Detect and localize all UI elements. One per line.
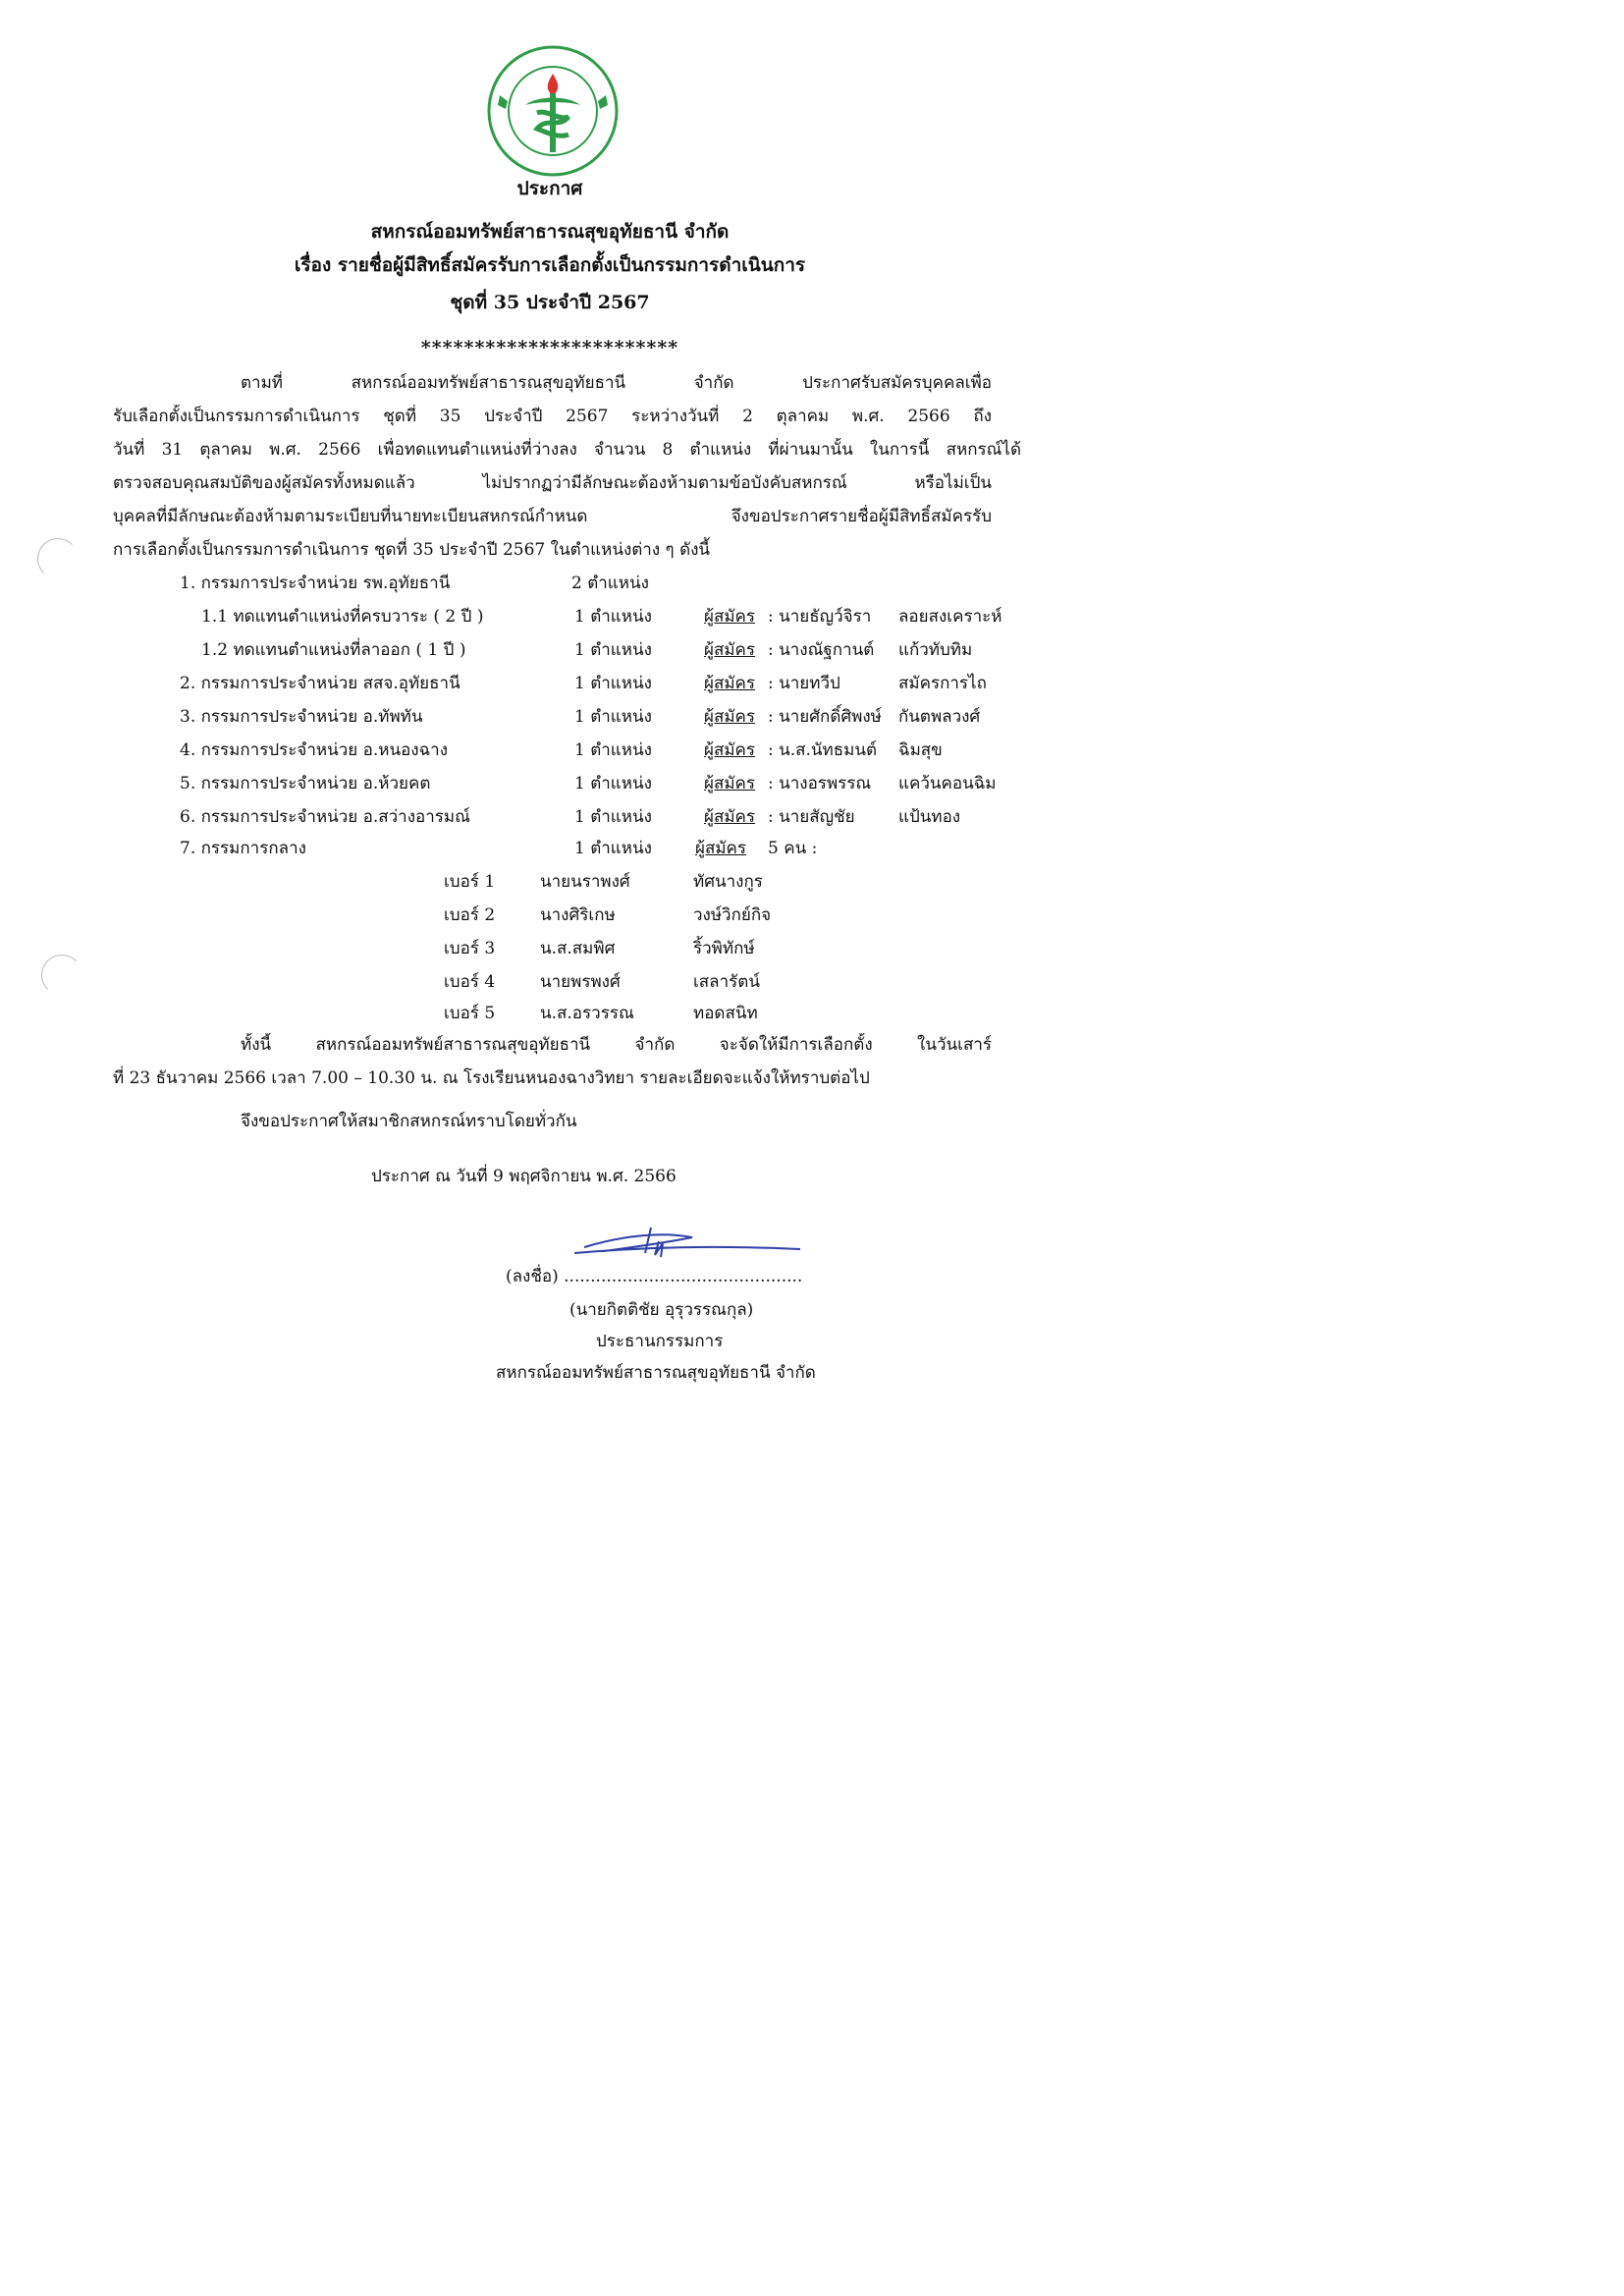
applicant-label: ผู้สมัคร — [704, 707, 756, 727]
candidate-number: เบอร์ 5 — [444, 1004, 496, 1023]
applicant-label: ผู้สมัคร — [704, 640, 756, 660]
position-label: 5. กรรมการประจำหน่วย อ.ห้วยคต — [180, 774, 431, 793]
candidate-name: น.ส.อรวรรณ — [540, 1004, 634, 1023]
election-line: ทั้งนี้ สหกรณ์ออมทรัพย์สาธารณสุขอุทัยธานี จำกัด จะจัดให้มีการเลือกตั้ง ในวันเสาร์ — [241, 1035, 992, 1055]
signer-role: ประธานกรรมการ — [596, 1332, 724, 1351]
position-count: 1 ตำแหน่ง — [574, 740, 652, 760]
election-line: ที่ 23 ธันวาคม 2566 เวลา 7.00 – 10.30 น. ณ โรงเรียนหนองฉางวิทยา รายละเอียดจะแจ้งให้ทราบต่อไป — [113, 1068, 870, 1088]
position-count: 1 ตำแหน่ง — [574, 839, 652, 858]
subject-line: เรื่อง รายชื่อผู้มีสิทธิ์สมัครรับการเลือกตั้งเป็นกรรมการดำเนินการ — [294, 254, 806, 276]
intro-line: ตามที่ สหกรณ์ออมทรัพย์สาธารณสุขอุทัยธานี จำกัด ประกาศรับสมัครบุคคลเพื่อ — [241, 373, 992, 393]
signature-scribble — [565, 1218, 839, 1267]
candidate-name: นางศิริเกษ — [540, 905, 616, 925]
applicant-label: ผู้สมัคร — [704, 674, 756, 693]
intro-line: วันที่ 31 ตุลาคม พ.ศ. 2566 เพื่อทดแทนตำแหน่งที่ว่างลง จำนวน 8 ตำแหน่ง ที่ผ่านมานั้น ในการนี้ สหกรณ์ได้ — [113, 440, 1021, 460]
position-count: 1 ตำแหน่ง — [574, 707, 652, 727]
applicant-surname: แป้นทอง — [898, 807, 961, 827]
candidate-surname: ริ้วพิทักษ์ — [693, 939, 755, 958]
applicant-surname: สมัครการไถ — [898, 674, 987, 693]
applicant-name: : นายศักดิ์ศิพงษ์ — [768, 707, 882, 727]
applicant-surname: ลอยสงเคราะห์ — [898, 607, 1002, 627]
announcement-date: ประกาศ ณ วันที่ 9 พฤศจิกายน พ.ศ. 2566 — [371, 1167, 677, 1186]
applicant-name: : นางณัฐกานต์ — [768, 640, 875, 660]
position-label: 7. กรรมการกลาง — [180, 839, 306, 858]
stars-divider: ************************ — [420, 337, 679, 358]
candidate-number: เบอร์ 2 — [444, 905, 496, 925]
applicant-name: : นางอรพรรณ — [768, 774, 872, 793]
position-count: 1 ตำแหน่ง — [574, 640, 652, 660]
applicant-label: ผู้สมัคร — [704, 774, 756, 793]
applicant-name: : นายสัญชัย — [768, 807, 855, 827]
candidate-number: เบอร์ 4 — [444, 972, 496, 992]
position-label: 3. กรรมการประจำหน่วย อ.ทัพทัน — [180, 707, 423, 727]
candidate-surname: วงษ์วิกย์กิจ — [693, 905, 772, 925]
closing-line: จึงขอประกาศให้สมาชิกสหกรณ์ทราบโดยทั่วกัน — [241, 1112, 577, 1131]
hole-punch-mark — [41, 955, 82, 996]
position-count: 1 ตำแหน่ง — [574, 774, 652, 793]
applicant-label: ผู้สมัคร — [704, 740, 756, 760]
candidate-surname: เสลารัตน์ — [693, 972, 760, 992]
position-label: 6. กรรมการประจำหน่วย อ.สว่างอารมณ์ — [180, 807, 470, 827]
position-count: 1 ตำแหน่ง — [574, 807, 652, 827]
applicant-surname: แคว้นคอนฉิม — [898, 774, 997, 793]
position-label: 1. กรรมการประจำหน่วย รพ.อุทัยธานี — [180, 574, 451, 593]
signer-name: (นายกิตติชัย อุรุวรรณกุล) — [569, 1300, 754, 1320]
cooperative-logo — [486, 44, 620, 178]
candidate-number: เบอร์ 1 — [444, 872, 496, 892]
applicant-surname: ฉิมสุข — [898, 740, 943, 760]
position-count: 1 ตำแหน่ง — [574, 607, 652, 627]
applicant-label: ผู้สมัคร — [695, 839, 747, 858]
position-label: 1.1 ทดแทนตำแหน่งที่ครบวาระ ( 2 ปี ) — [201, 607, 484, 627]
intro-line: การเลือกตั้งเป็นกรรมการดำเนินการ ชุดที่ 35 ประจำปี 2567 ในตำแหน่งต่าง ๆ ดังนี้ — [113, 540, 711, 560]
signer-organization: สหกรณ์ออมทรัพย์สาธารณสุขอุทัยธานี จำกัด — [496, 1363, 816, 1383]
series-line: ชุดที่ 35 ประจำปี 2567 — [450, 292, 650, 313]
applicant-surname: กันตพลวงศ์ — [898, 707, 981, 727]
candidate-name: นายนราพงศ์ — [540, 872, 630, 892]
applicant-count: 5 คน : — [768, 839, 818, 858]
applicant-name: : นายทวีป — [768, 674, 840, 693]
page-title: ประกาศ — [516, 178, 583, 199]
applicant-label: ผู้สมัคร — [704, 607, 756, 627]
candidate-surname: ทัศนางกูร — [693, 872, 763, 892]
position-label: 4. กรรมการประจำหน่วย อ.หนองฉาง — [180, 740, 449, 760]
intro-line: รับเลือกตั้งเป็นกรรมการดำเนินการ ชุดที่ 35 ประจำปี 2567 ระหว่างวันที่ 2 ตุลาคม พ.ศ. 2566 ถึง — [113, 407, 992, 426]
hole-punch-mark — [37, 538, 79, 579]
position-count: 1 ตำแหน่ง — [574, 674, 652, 693]
position-label: 2. กรรมการประจำหน่วย สสจ.อุทัยธานี — [180, 674, 460, 693]
signature-line: (ลงชื่อ) ............................................. — [506, 1267, 803, 1286]
intro-line: บุคคลที่มีลักษณะต้องห้ามตามระเบียบที่นายทะเบียนสหกรณ์กำหนด จึงขอประกาศรายชื่อผู้มีสิทธิ์สมัครรับ — [113, 507, 992, 526]
position-count: 2 ตำแหน่ง — [571, 574, 649, 593]
candidate-name: นายพรพงศ์ — [540, 972, 621, 992]
applicant-name: : น.ส.นัทธมนต์ — [768, 740, 878, 760]
applicant-surname: แก้วทับทิม — [898, 640, 973, 660]
intro-line: ตรวจสอบคุณสมบัติของผู้สมัครทั้งหมดแล้ว ไม่ปรากฏว่ามีลักษณะต้องห้ามตามข้อบังคับสหกรณ์ หรือไม่เป็น — [113, 473, 992, 493]
candidate-surname: ทอดสนิท — [693, 1004, 758, 1023]
candidate-name: น.ส.สมพิศ — [540, 939, 616, 958]
position-label: 1.2 ทดแทนตำแหน่งที่ลาออก ( 1 ปี ) — [201, 640, 466, 660]
applicant-label: ผู้สมัคร — [704, 807, 756, 827]
applicant-name: : นายธัญว์จิรา — [768, 607, 872, 627]
organization-name: สหกรณ์ออมทรัพย์สาธารณสุขอุทัยธานี จำกัด — [370, 221, 730, 243]
candidate-number: เบอร์ 3 — [444, 939, 496, 958]
